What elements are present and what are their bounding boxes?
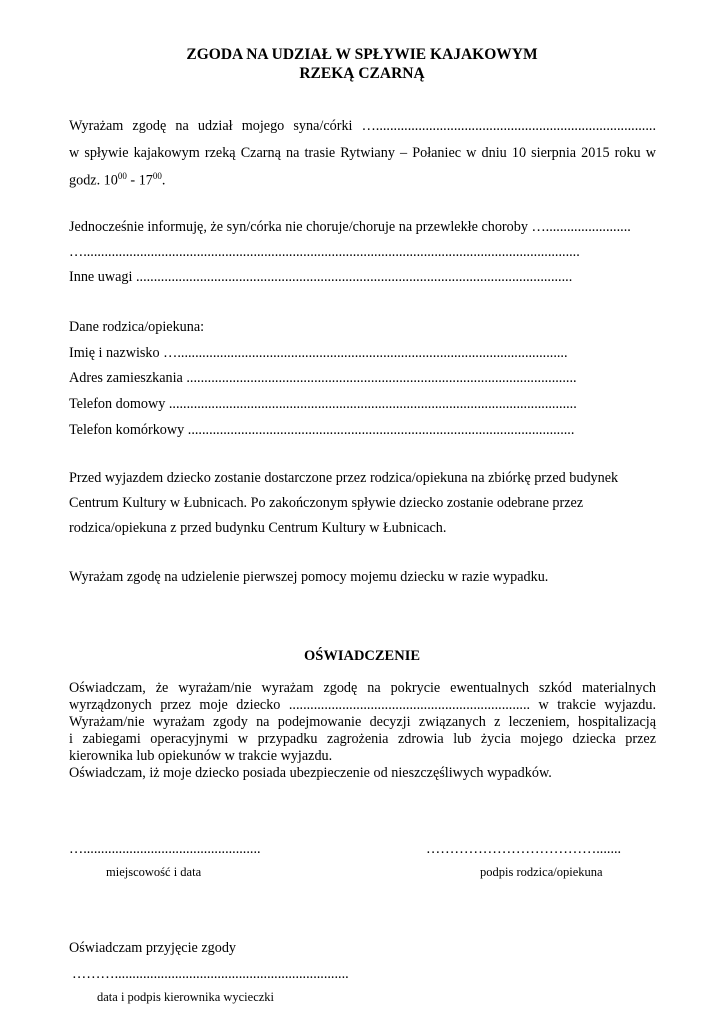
consent-time: [69, 168, 165, 190]
pickup-line2: Centrum Kultury w Łubnicach. Po zakończonym spływie dziecko zostanie odebrane przez: [69, 495, 584, 511]
declaration-line4: i zabiegami operacyjnymi w przypadku zagrożenia zdrowia lub życia mojego dziecka przez: [69, 731, 656, 747]
pickup-line1: Przed wyjazdem dziecko zostanie dostarczone przez rodzica/opiekuna na zbiórkę przed budynek: [69, 470, 619, 486]
declaration-line6: Oświadczam, iż moje dziecko posiada ubezpieczenie od nieszczęśliwych wypadków.: [69, 765, 552, 781]
pickup-line3: rodzica/opiekuna z przed budynku Centrum Kultury w Łubnicach.: [69, 520, 447, 536]
health-line2: …............................................................................................................................................: [69, 244, 580, 260]
place-date-signature-line: …..................................................: [69, 841, 261, 857]
first-aid-consent: Wyrażam zgodę na udzielenie pierwszej pomocy mojemu dziecku w razie wypadku.: [69, 569, 549, 585]
time-suffix: .: [161, 172, 166, 189]
acceptance-text: Oświadczam przyjęcie zgody: [69, 940, 237, 956]
document-title-line1: ZGODA NA UDZIAŁ W SPŁYWIE KAJAKOWYM: [186, 46, 538, 63]
time-sup1: 00: [117, 171, 127, 181]
declaration-line5: kierownika lub opiekunów w trakcie wyjazdu.: [69, 748, 333, 764]
parent-signature-label: podpis rodzica/opiekuna: [480, 865, 603, 879]
mobile-phone-field: Telefon komórkowy .............................................................................................................: [69, 422, 575, 438]
declaration-line1: Oświadczam, że wyrażam/nie wyrażam zgodę na pokrycie ewentualnych szkód materialnych: [69, 680, 656, 696]
document-title-line2: RZEKĄ CZARNĄ: [299, 65, 425, 82]
parent-address-field: Adres zamieszkania ..............................................................................................................: [69, 370, 577, 386]
other-remarks: Inne uwagi ...........................................................................................................................: [69, 269, 573, 285]
place-date-label: miejscowość i data: [106, 865, 202, 879]
health-line1: Jednocześnie informuję, że syn/córka nie choruje/choruje na przewlekłe choroby …........................: [69, 219, 631, 235]
time-mid: - 17: [126, 172, 153, 189]
parent-header: Dane rodzica/opiekuna:: [69, 319, 205, 335]
consent-line2: w spływie kajakowym rzeką Czarną na trasie Rytwiany – Połaniec w dniu 10 sierpnia 2015 roku w: [69, 145, 656, 161]
parent-signature-line: ……………………………….......: [426, 841, 622, 857]
leader-signature-line: ………..................................................................: [72, 966, 349, 982]
parent-name-field: Imię i nazwisko …..............................................................................................................: [69, 345, 568, 361]
time-prefix: godz. 10: [69, 172, 118, 189]
leader-signature-label: data i podpis kierownika wycieczki: [97, 990, 275, 1004]
declaration-heading: OŚWIADCZENIE: [303, 648, 421, 664]
declaration-line3: Wyrażam/nie wyrażam zgody na podejmowanie decyzji związanych z leczeniem, hospitalizacją: [69, 714, 656, 730]
time-sup2: 00: [152, 171, 162, 181]
home-phone-field: Telefon domowy ...................................................................................................................: [69, 396, 577, 412]
declaration-line2: wyrządzonych przez moje dziecko .................................................................... w trakcie wyjazdu.: [69, 697, 656, 713]
consent-line1: Wyrażam zgodę na udział mojego syna/córki …...............................................................................: [69, 118, 656, 134]
